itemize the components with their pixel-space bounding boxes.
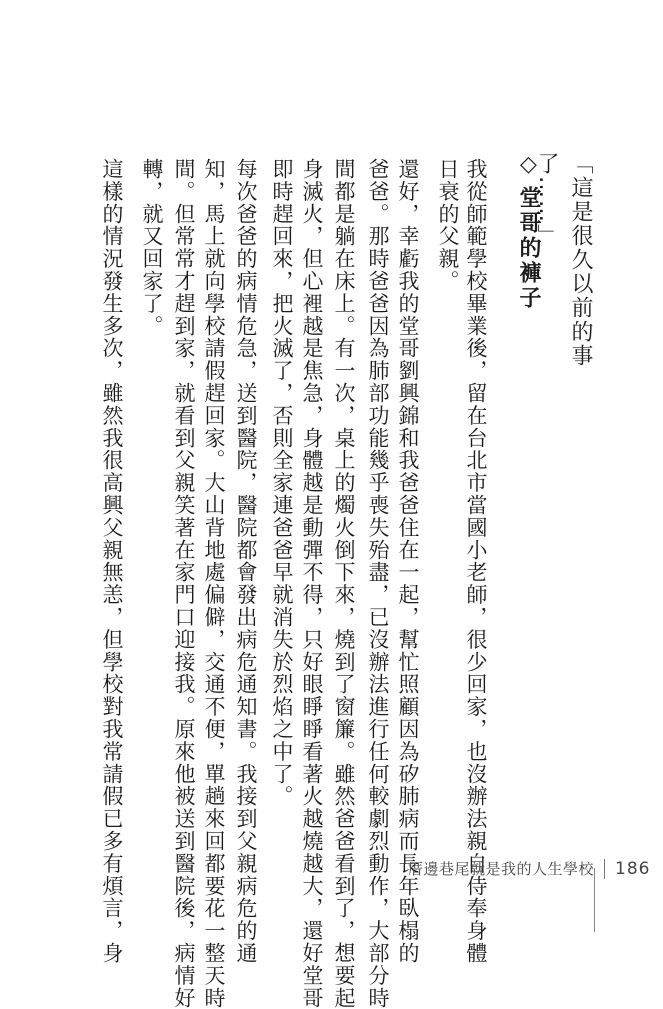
- text-column-2: 日衰的父親。: [436, 158, 460, 293]
- text-column-1: 我從師範學校畢業後，留在台北市當國小老師，很少回家，也沒辦法親自侍奉身體: [464, 158, 488, 965]
- page-footer: [408, 858, 650, 879]
- opening-quote: 「這是很久以前的事了……」: [534, 152, 593, 368]
- text-column-11: 轉，就又回家了。: [140, 158, 164, 338]
- text-column-5: 間都是躺在床上。有一次，桌上的燭火倒下來，燒到了窗簾。雖然爸爸看到了，想要起: [332, 158, 356, 1009]
- section-heading: [511, 152, 545, 312]
- text-column-9: 知，馬上就向學校請假趕回家。大山背地處偏僻，交通不便，單趟來回都要花一整天時: [202, 158, 226, 1009]
- text-column-3: 還好，幸虧我的堂哥劉興錦和我爸爸住在一起，幫忙照顧因為矽肺病而長年臥榻的: [396, 158, 420, 965]
- footer-divider: [604, 859, 605, 879]
- diamond-bullet-icon: ◇: [516, 152, 541, 180]
- text-column-8: 每次爸爸的病情危急，送到醫院，醫院都會發出病危通知書。我接到父親病危的通: [234, 158, 258, 965]
- text-column-7: 即時趕回來，把火滅了，否則全家連爸爸早就消失於烈焰之中了。: [270, 158, 294, 808]
- margin-rule: [594, 868, 595, 932]
- page-number: 186: [615, 858, 651, 879]
- text-column-12: 這樣的情況發生多次，雖然我很高興父親無恙，但學校對我常請假已多有煩言，身: [100, 158, 124, 965]
- section-title: 堂哥的褲子: [516, 186, 541, 311]
- text-column-6: 身滅火，但心裡越是焦急，身體越是動彈不得，只好眼睜睜看著火越燒越大，還好堂哥: [300, 158, 324, 1009]
- text-column-4: 爸爸。那時爸爸因為肺部功能幾乎喪失殆盡，已沒辦法進行任何較劇烈動作，大部分時: [366, 158, 390, 1009]
- text-column-10: 間。但常常才趕到家，就看到父親笑著在家門口迎接我。原來他被送到醫院後，病情好: [172, 158, 196, 1009]
- book-title: 厝邊巷尾就是我的人生學校: [408, 860, 595, 878]
